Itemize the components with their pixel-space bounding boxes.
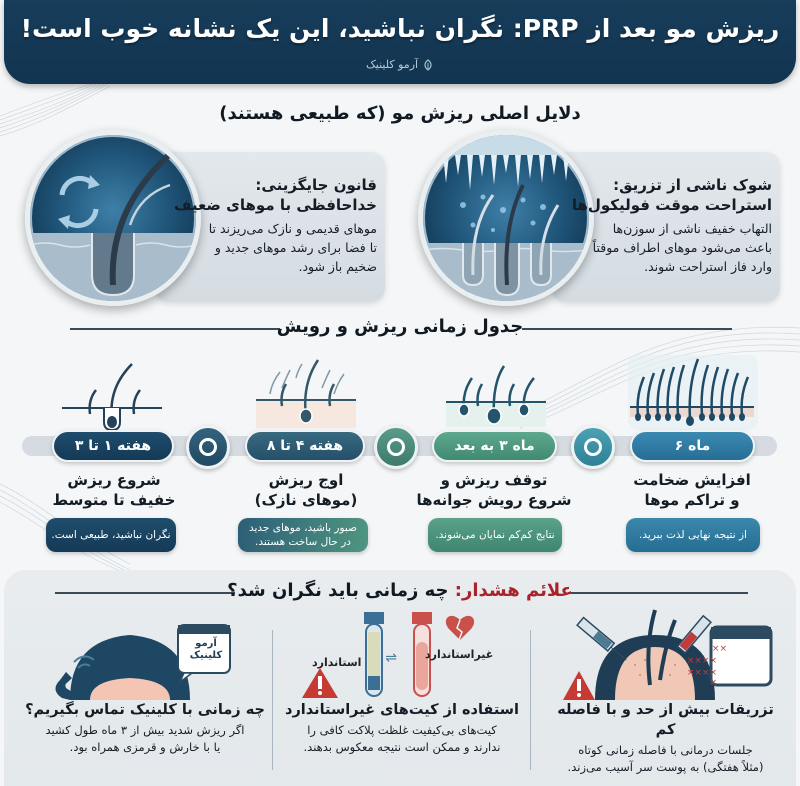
syringe-scalp-calendar-icon <box>555 605 775 700</box>
stage-note-line1: از نتیجه نهایی لذت ببرید. <box>639 529 747 541</box>
page-title: ریزش مو بعد از PRP: نگران نباشید، این یک نشانه خوب است! <box>20 14 780 43</box>
warning-desc-line1: اگر ریزش شدید بیش از ۳ ماه طول کشید <box>45 723 245 737</box>
svg-text:×: × <box>709 678 717 688</box>
stage-note-week-1-3 <box>46 518 176 552</box>
stage-title-line1: افزایش ضخامت <box>633 471 751 489</box>
stage-title-line2: و تراکم موها <box>644 491 740 509</box>
clinic-bubble-text <box>186 638 226 662</box>
svg-text:××: ×× <box>711 644 727 654</box>
node-ring-icon <box>584 438 602 456</box>
warning-title-text: چه زمانی باید نگران شد؟ <box>227 580 455 601</box>
warning-title-highlight: علائم هشدار: <box>454 580 573 601</box>
node-ring-icon <box>387 438 405 456</box>
warning-desc-line1: کیت‌های بی‌کیفیت غلظت پلاکت کافی را <box>307 723 497 737</box>
warning-item-title: استفاده از کیت‌های غیراستاندارد <box>285 702 519 718</box>
warning-desc-line2: ندارند و ممکن است نتیجه معکوس بدهند. <box>303 740 501 754</box>
stage-note-week-4-8 <box>238 518 368 552</box>
timeline-node <box>571 425 615 469</box>
dense-hair-illustration <box>628 355 758 430</box>
warning-desc-line2: یا با خارش و قرمزی همراه بود. <box>69 740 221 754</box>
cause-text-replacement <box>165 175 377 276</box>
causes-section-title: دلایل اصلی ریزش مو (که طبیعی هستند) <box>219 103 581 124</box>
warning-item-title: چه زمانی با کلینیک تماس بگیریم؟ <box>25 702 265 718</box>
stage-note-line1: نگران نباشید، طبیعی است. <box>51 529 171 541</box>
cause-text-injection-shock <box>562 175 772 276</box>
stage-title-line2: خفیف تا متوسط <box>52 491 176 509</box>
cause-desc-line2: تا فضا برای رشد موهای جدید و <box>214 240 377 255</box>
cause-title-line1: شوک ناشی از تزریق: <box>613 176 772 194</box>
cause-title-line2: خداحافظی با موهای ضعیف <box>173 196 377 214</box>
warning-desc-line1: جلسات درمانی با فاصله زمانی کوتاه <box>578 743 753 757</box>
stage-pill-month-3 <box>432 430 557 462</box>
warning-item-nonstandard-kits <box>282 700 522 756</box>
warning-item-description <box>282 722 522 756</box>
warning-section-title <box>0 580 800 601</box>
stage-pill-month-6 <box>630 430 755 462</box>
stage-title-line2: (موهای نازک) <box>254 491 358 509</box>
brand-name: آرمو کلینیک <box>365 58 419 71</box>
cause-title-line2: استراحت موقت فولیکول‌ها <box>571 196 772 214</box>
timeline-section-title: جدول زمانی ریزش و رویش <box>276 316 524 337</box>
stage-label: هفته ۱ تا ۳ <box>74 438 152 454</box>
cause-description <box>165 219 377 276</box>
early-shedding-hair-illustration <box>62 360 162 430</box>
stage-note-month-3 <box>428 518 562 552</box>
warning-item-title: تزریقات بیش از حد و با فاصله کم <box>557 702 774 738</box>
bubble-line2: کلینیک <box>189 650 223 661</box>
column-divider <box>272 630 273 770</box>
cause-desc-line1: التهاب خفیف ناشی از سوزن‌ها <box>612 221 772 236</box>
stage-title-line2: شروع رویش جوانه‌ها <box>416 491 572 509</box>
stage-note-line2: در حال ساخت هستند. <box>255 536 351 548</box>
cause-desc-line2: باعث می‌شود موهای اطراف موقتاً <box>592 240 772 255</box>
stage-title-line1: شروع ریزش <box>67 471 161 489</box>
leaf-logo-icon <box>422 59 434 71</box>
stage-title-week-1-3 <box>34 470 194 510</box>
stage-pill-week-1-3 <box>52 430 174 462</box>
label-standard: استاندارد <box>312 656 362 669</box>
node-ring-icon <box>199 438 217 456</box>
warning-item-contact-clinic <box>22 700 268 756</box>
stage-note-line1: صبور باشید، موهای جدید <box>248 522 358 534</box>
cause-desc-line3: ضخیم باز شود. <box>298 259 377 274</box>
warning-item-description <box>22 722 268 756</box>
cause-description <box>562 219 772 276</box>
header-banner <box>4 0 796 84</box>
label-nonstandard: غیراستاندارد <box>425 648 494 661</box>
cause-desc-line1: موهای قدیمی و نازک می‌ریزند تا <box>208 221 377 236</box>
cause-title-line1: قانون جایگزینی: <box>255 176 377 194</box>
stage-note-month-6 <box>626 518 760 552</box>
stage-title-month-3 <box>414 470 574 510</box>
column-divider <box>530 630 531 770</box>
stage-note-line1: نتایج کم‌کم نمایان می‌شوند. <box>435 529 555 541</box>
bubble-line1: آرمو <box>195 638 217 649</box>
stage-title-line1: اوج ریزش <box>268 471 344 489</box>
brand-logo <box>4 58 796 71</box>
stage-title-week-4-8 <box>226 470 386 510</box>
stage-label: ماه ۳ به بعد <box>454 438 535 454</box>
stage-label: ماه ۶ <box>674 438 711 454</box>
warning-desc-line2: (مثلاً هفتگی) به پوست سر آسیب می‌زند. <box>567 760 764 774</box>
stage-label: هفته ۴ تا ۸ <box>266 438 344 454</box>
timeline-node <box>374 425 418 469</box>
timeline-node <box>186 425 230 469</box>
svg-text:××××: ×××× <box>686 668 717 678</box>
warning-item-excessive-injections <box>548 700 783 776</box>
svg-text:××××: ×××× <box>686 656 717 666</box>
sprouting-hair-illustration <box>446 362 546 427</box>
stage-title-line1: توقف ریزش و <box>440 471 548 489</box>
shedding-hair-illustration <box>256 358 356 428</box>
warning-item-description <box>548 742 783 776</box>
stage-pill-week-4-8 <box>245 430 365 462</box>
svg-text:⇌: ⇌ <box>385 650 397 666</box>
stage-title-month-6 <box>612 470 772 510</box>
cause-desc-line3: وارد فاز استراحت شوند. <box>644 259 772 274</box>
